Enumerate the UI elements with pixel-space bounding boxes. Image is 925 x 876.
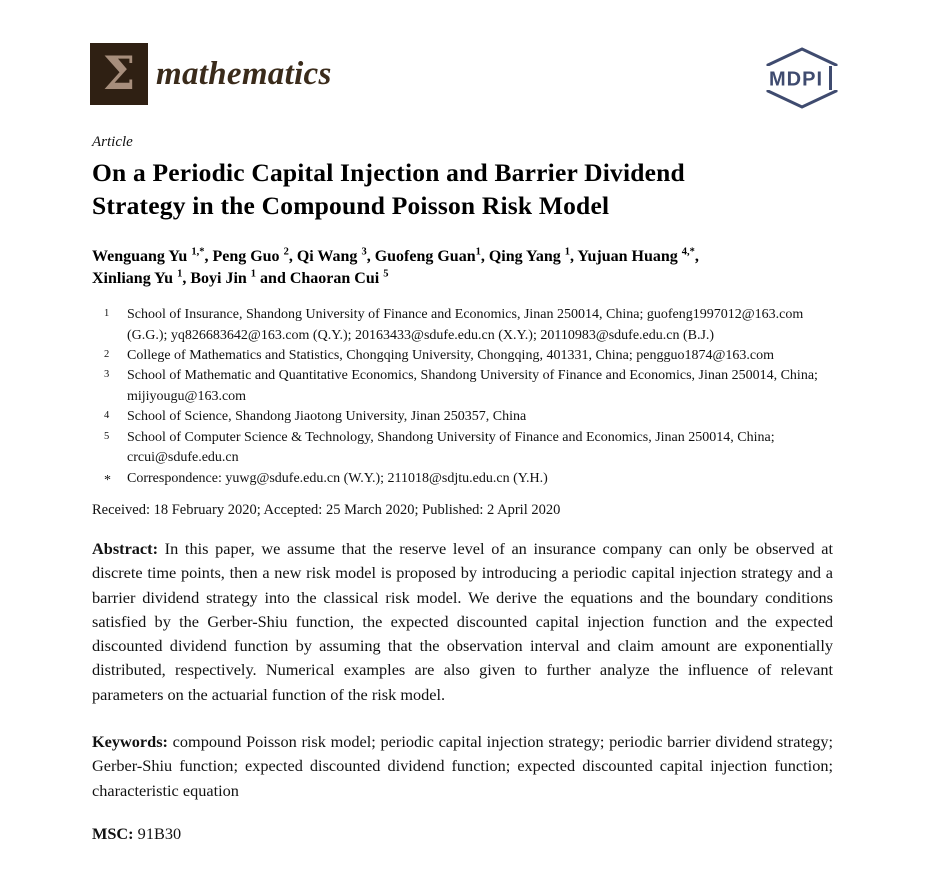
article-type-label: Article [92,134,133,150]
page-title [92,157,833,222]
abstract-label: Abstract: [92,539,159,559]
journal-logo [90,43,332,105]
correspondence-marker: * [104,472,111,488]
author-affil-sup: 1,* [191,246,205,258]
affiliations-list [92,305,833,491]
affiliation-row [92,305,833,346]
sigma-logo-box [90,43,148,105]
affiliation-marker: 4 [104,410,110,422]
author-affil-sup: 1 [475,246,481,258]
author-affil-sup: 5 [383,268,389,280]
article-body [0,134,925,844]
affiliation-row [92,366,833,407]
affiliation-text: College of Mathematics and Statistics, Chongqing University, Chongqing, 401331, China; pengguo1874@163.com [127,347,774,363]
author [92,270,190,287]
author-name: Chaoran Cui [289,269,384,287]
affiliation-text: School of Computer Science & Technology, Shandong University of Finance and Economics, Jinan 250014, China; crcui@sdufe.edu.cn [127,429,775,466]
author-name: Peng Guo [212,247,284,265]
author-separator: , [694,247,699,265]
journal-wordmark: mathematics [156,55,332,92]
author-separator: and [256,269,290,287]
keywords-label: Keywords: [92,732,168,751]
affiliation-marker: 5 [104,430,110,442]
author-separator: , [480,247,489,265]
author-name: Boyi Jin [190,269,251,287]
author [212,248,296,265]
author-affil-sup: 2 [283,246,289,258]
affiliation-text: School of Science, Shandong Jiaotong University, Jinan 250357, China [127,409,527,425]
author [375,248,489,265]
dates-line: Received: 18 February 2020; Accepted: 25 March 2020; Published: 2 April 2020 [92,502,561,519]
author-separator: , [288,247,297,265]
affiliation-row [92,346,833,366]
author-name: Yujuan Huang [577,247,682,265]
author-separator: , [204,247,213,265]
author [577,248,698,265]
keywords-paragraph [92,730,833,803]
author-name: Guofeng Guan [374,247,476,265]
mdpi-wordmark: MDPI [769,68,823,91]
author-affil-sup: 3 [361,246,367,258]
msc-label: MSC: [92,823,134,843]
abstract-text: In this paper, we assume that the reserve level of an insurance company can only be observed at discrete time points, then a new risk model is proposed by introducing a periodic capital injection strategy and a barrier dividend strategy into the classical risk model. We derive the equations and the boundary conditions satisfied by the Gerber-Shiu function, the expected discounted capital injection function and the expected discounted dividend function by assuming that the observation interval and claim amount are exponentially distributed, respectively. Numerical examples are also given to further analyze the influence of relevant parameters on the actuarial function of the risk model. [92,539,833,704]
author-affil-sup: 4,* [681,246,695,258]
affiliation-row [92,407,833,427]
author-name: Wenguang Yu [92,247,192,265]
affiliation-text: School of Mathematic and Quantitative Economics, Shandong University of Finance and Economics, Jinan 250014, China; mijiyougu@163.com [127,368,818,404]
affiliation-marker: 3 [104,369,110,381]
author-separator: , [366,247,375,265]
affiliation-row-correspondence [92,469,833,491]
abstract-paragraph [92,537,833,707]
correspondence-text: Correspondence: yuwg@sdufe.edu.cn (W.Y.); 211018@sdjtu.edu.cn (Y.H.) [127,470,548,486]
affiliation-marker: 2 [104,348,110,360]
author-affil-sup: 1 [177,268,183,280]
author [489,248,578,265]
msc-line [92,824,833,844]
affiliation-marker: 1 [104,308,110,320]
author-separator: , [182,269,191,287]
author [92,248,212,265]
title-line-1: On a Periodic Capital Injection and Barrier Dividend [92,158,685,187]
affiliation-row [92,428,833,469]
author-name: Qi Wang [296,247,362,265]
sigma-icon: Σ [102,45,136,100]
author [190,270,290,287]
author-name: Qing Yang [488,247,565,265]
author-separator: , [569,247,578,265]
author [297,248,375,265]
mdpi-logo-icon [764,47,840,109]
author [290,270,389,287]
author-affil-sup: 1 [250,268,257,280]
authors-line [92,245,833,289]
msc-value: 91B30 [133,823,182,843]
affiliation-text: School of Insurance, Shandong University of Finance and Economics, Jinan 250014, China; guofeng1997012@163.com (G.G.); yq826683642@163.com (Q.Y.); 20163433@sdufe.edu.cn (X.Y.); 20110983@sdufe.edu.cn (B.J.) [127,307,804,343]
masthead [0,0,925,109]
author-name: Xinliang Yu [92,269,178,287]
keywords-text: compound Poisson risk model; periodic capital injection strategy; periodic barrier dividend strategy; Gerber-Shiu function; expected discounted dividend function; expected discounted capital injection function; characteristic equation [92,732,833,800]
author-affil-sup: 1 [564,246,570,258]
title-line-2: Strategy in the Compound Poisson Risk Model [92,190,610,220]
